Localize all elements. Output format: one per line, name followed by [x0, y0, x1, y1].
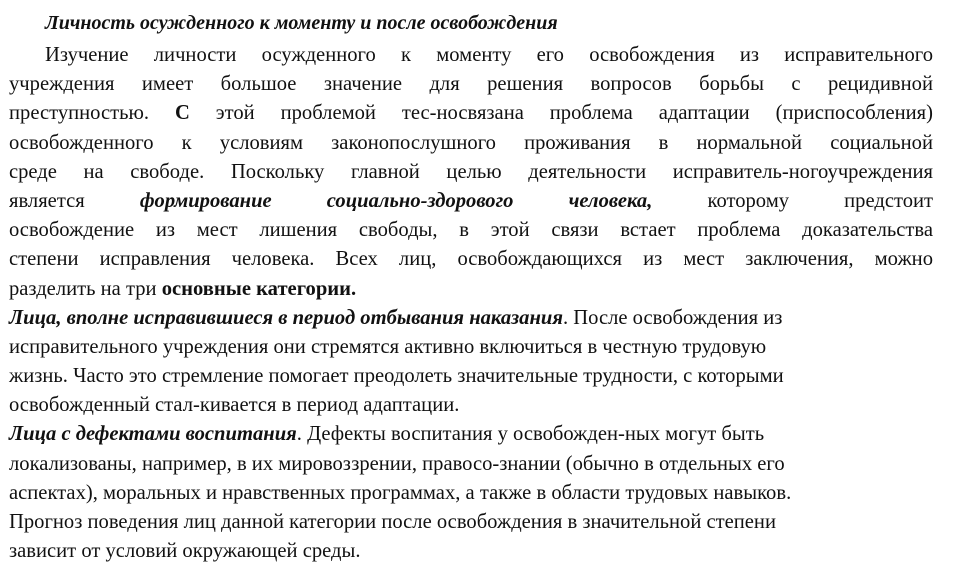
- line-text: преступностью.: [9, 102, 175, 125]
- document-title: Личность осужденного к моменту и после освобождения: [45, 12, 558, 34]
- text-line: [9, 129, 933, 158]
- line-text: зависит от условий окружающей среды.: [9, 540, 361, 563]
- text-line: [9, 245, 933, 274]
- text-line: [9, 158, 933, 187]
- line-text: которому предстоит: [652, 189, 934, 212]
- body-text: [9, 41, 934, 563]
- text-line: [9, 187, 933, 216]
- line-text: . Дефекты воспитания у освобожден-ных могут быть: [296, 423, 765, 446]
- line-text: учреждения имеет большое значение для решения вопросов борьбы с рецидивной: [9, 73, 933, 96]
- line-text: исправительного учреждения они стремятся активно включиться в честную трудовую: [9, 335, 767, 358]
- category-heading: Лица, вполне исправившиеся в период отбывания наказания: [9, 306, 563, 329]
- text-line: [9, 333, 933, 362]
- line-text: локализованы, например, в их мировоззрении, правосо-знании (обычно в отдельных его: [9, 452, 785, 475]
- line-text: разделить на три: [9, 277, 162, 300]
- text-line: [9, 362, 933, 391]
- emphasis-fragment: формирование социально-здорового человека,: [139, 189, 653, 212]
- line-text: степени исправления человека. Всех лиц, освобождающихся из мест заключения, можно: [9, 248, 933, 271]
- line-text: Изучение личности осужденного к моменту его освобождения из исправительного: [45, 44, 933, 66]
- text-line: [9, 275, 933, 304]
- category-heading-line: [9, 304, 933, 333]
- text-line: [9, 70, 933, 99]
- text-line: [9, 99, 933, 128]
- line-text: среде на свободе. Поскольку главной целью деятельности исправитель-ногоучреждения: [9, 160, 933, 183]
- line-text: жизнь. Часто это стремление помогает преодолеть значительные трудности, с которыми: [9, 365, 784, 388]
- line-text: освобожденный стал-кивается в период адаптации.: [9, 394, 460, 417]
- line-text: этой проблемой тес-носвязана проблема адаптации (приспособления): [189, 102, 933, 125]
- text-line: [9, 450, 933, 479]
- line-text: аспектах), моральных и нравственных программах, а также в области трудовых навыков.: [9, 481, 792, 504]
- text-line: [9, 391, 933, 420]
- line-text: Прогноз поведения лиц данной категории после освобождения в значительной степени: [9, 511, 776, 533]
- line-text: является: [9, 189, 140, 212]
- text-line: [9, 41, 933, 70]
- text-line-cut-off: [9, 537, 933, 563]
- text-line: [9, 508, 933, 537]
- category-heading: Лица с дефектами воспитания: [9, 423, 297, 446]
- bold-fragment: основные категории.: [161, 277, 357, 300]
- text-line: [9, 216, 933, 245]
- category-heading-line: [9, 420, 933, 449]
- text-line: [9, 479, 933, 508]
- line-text: . После освобождения из: [562, 306, 783, 329]
- line-text: освобождение из мест лишения свободы, в этой связи встает проблема доказательства: [9, 219, 933, 242]
- bold-fragment: С: [174, 102, 190, 125]
- line-text: освобожденного к условиям законопослушного проживания в нормальной социальной: [9, 131, 933, 154]
